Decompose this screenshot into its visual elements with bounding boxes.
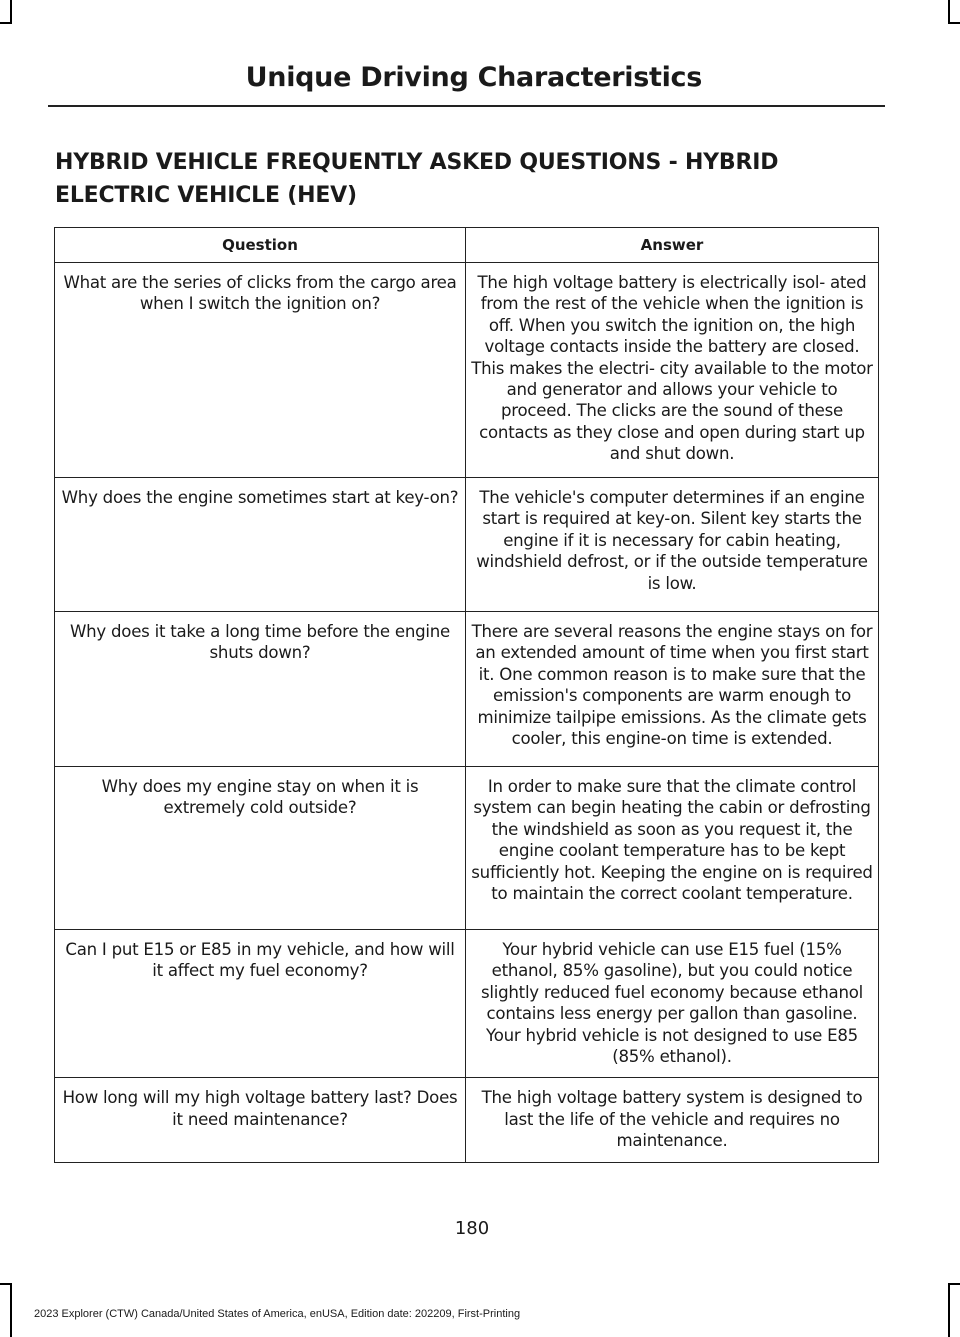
answer-cell: Your hybrid vehicle can use E15 fuel (15% ethanol, 85% gasoline), but you could notice slightly reduced fuel economy because ethanol contains less energy per gallon than gasoline. Your hybrid vehicle is not designed to use E85 (85% ethanol). — [466, 930, 879, 1078]
table-row — [55, 1078, 879, 1162]
table-header-row — [55, 228, 879, 263]
answer-cell: In order to make sure that the climate control system can begin heating the cabin or defrosting the windshield as soon as you request it, the engine coolant temperature has to be kept sufficiently hot. Keeping the engine on is required to maintain the correct coolant temperature. — [466, 767, 879, 930]
table-row — [55, 612, 879, 767]
column-header-answer: Answer — [466, 228, 879, 263]
question-cell: Can I put E15 or E85 in my vehicle, and how will it affect my fuel economy? — [55, 930, 466, 1078]
table-row — [55, 767, 879, 930]
section-heading: HYBRID VEHICLE FREQUENTLY ASKED QUESTIONS - HYBRID ELECTRIC VEHICLE (HEV) — [55, 150, 779, 208]
crop-mark-bottom-left-vertical — [10, 1283, 12, 1337]
chapter-title: Unique Driving Characteristics — [245, 62, 702, 93]
crop-mark-top-left-horizontal — [0, 22, 12, 24]
answer-cell: The vehicle's computer determines if an engine start is required at key-on. Silent key starts the engine if it is necessary for cabin heating, windshield defrost, or if the outside temperature is low. — [466, 478, 879, 612]
table-row — [55, 930, 879, 1078]
page-number: 180 — [454, 1218, 490, 1239]
question-cell: Why does my engine stay on when it is extremely cold outside? — [55, 767, 466, 930]
answer-cell: The high voltage battery system is designed to last the life of the vehicle and requires no maintenance. — [466, 1078, 879, 1162]
header-divider — [48, 105, 885, 107]
question-cell: How long will my high voltage battery last? Does it need maintenance? — [55, 1078, 466, 1162]
faq-table — [54, 227, 879, 1163]
answer-cell: There are several reasons the engine stays on for an extended amount of time when you first start it. One common reason is to make sure that the emission's components are warm enough to minimize tailpipe emissions. As the climate gets cooler, this engine-on time is extended. — [466, 612, 879, 767]
crop-mark-bottom-right-horizontal — [948, 1283, 960, 1285]
crop-mark-top-right-vertical — [948, 0, 950, 24]
crop-mark-bottom-left-horizontal — [0, 1283, 12, 1285]
table-row — [55, 478, 879, 612]
column-header-question: Question — [55, 228, 466, 263]
answer-cell: The high voltage battery is electrically isol- ated from the rest of the vehicle when the ignition is off. When you switch the ignition on, the high voltage contacts inside the battery are closed. This makes the electri- city available to the motor and generator and allows your vehicle to proceed. The clicks are the sound of these contacts as they close and open during start up and shut down. — [466, 263, 879, 478]
question-cell: Why does it take a long time before the engine shuts down? — [55, 612, 466, 767]
question-cell: Why does the engine sometimes start at key-on? — [55, 478, 466, 612]
table-row — [55, 263, 879, 478]
crop-mark-top-right-horizontal — [948, 22, 960, 24]
question-cell: What are the series of clicks from the cargo area when I switch the ignition on? — [55, 263, 466, 478]
crop-mark-bottom-right-vertical — [948, 1283, 950, 1337]
crop-mark-top-left-vertical — [10, 0, 12, 24]
footer-edition-info: 2023 Explorer (CTW) Canada/United States of America, enUSA, Edition date: 202209, First-Printing — [34, 1308, 521, 1320]
